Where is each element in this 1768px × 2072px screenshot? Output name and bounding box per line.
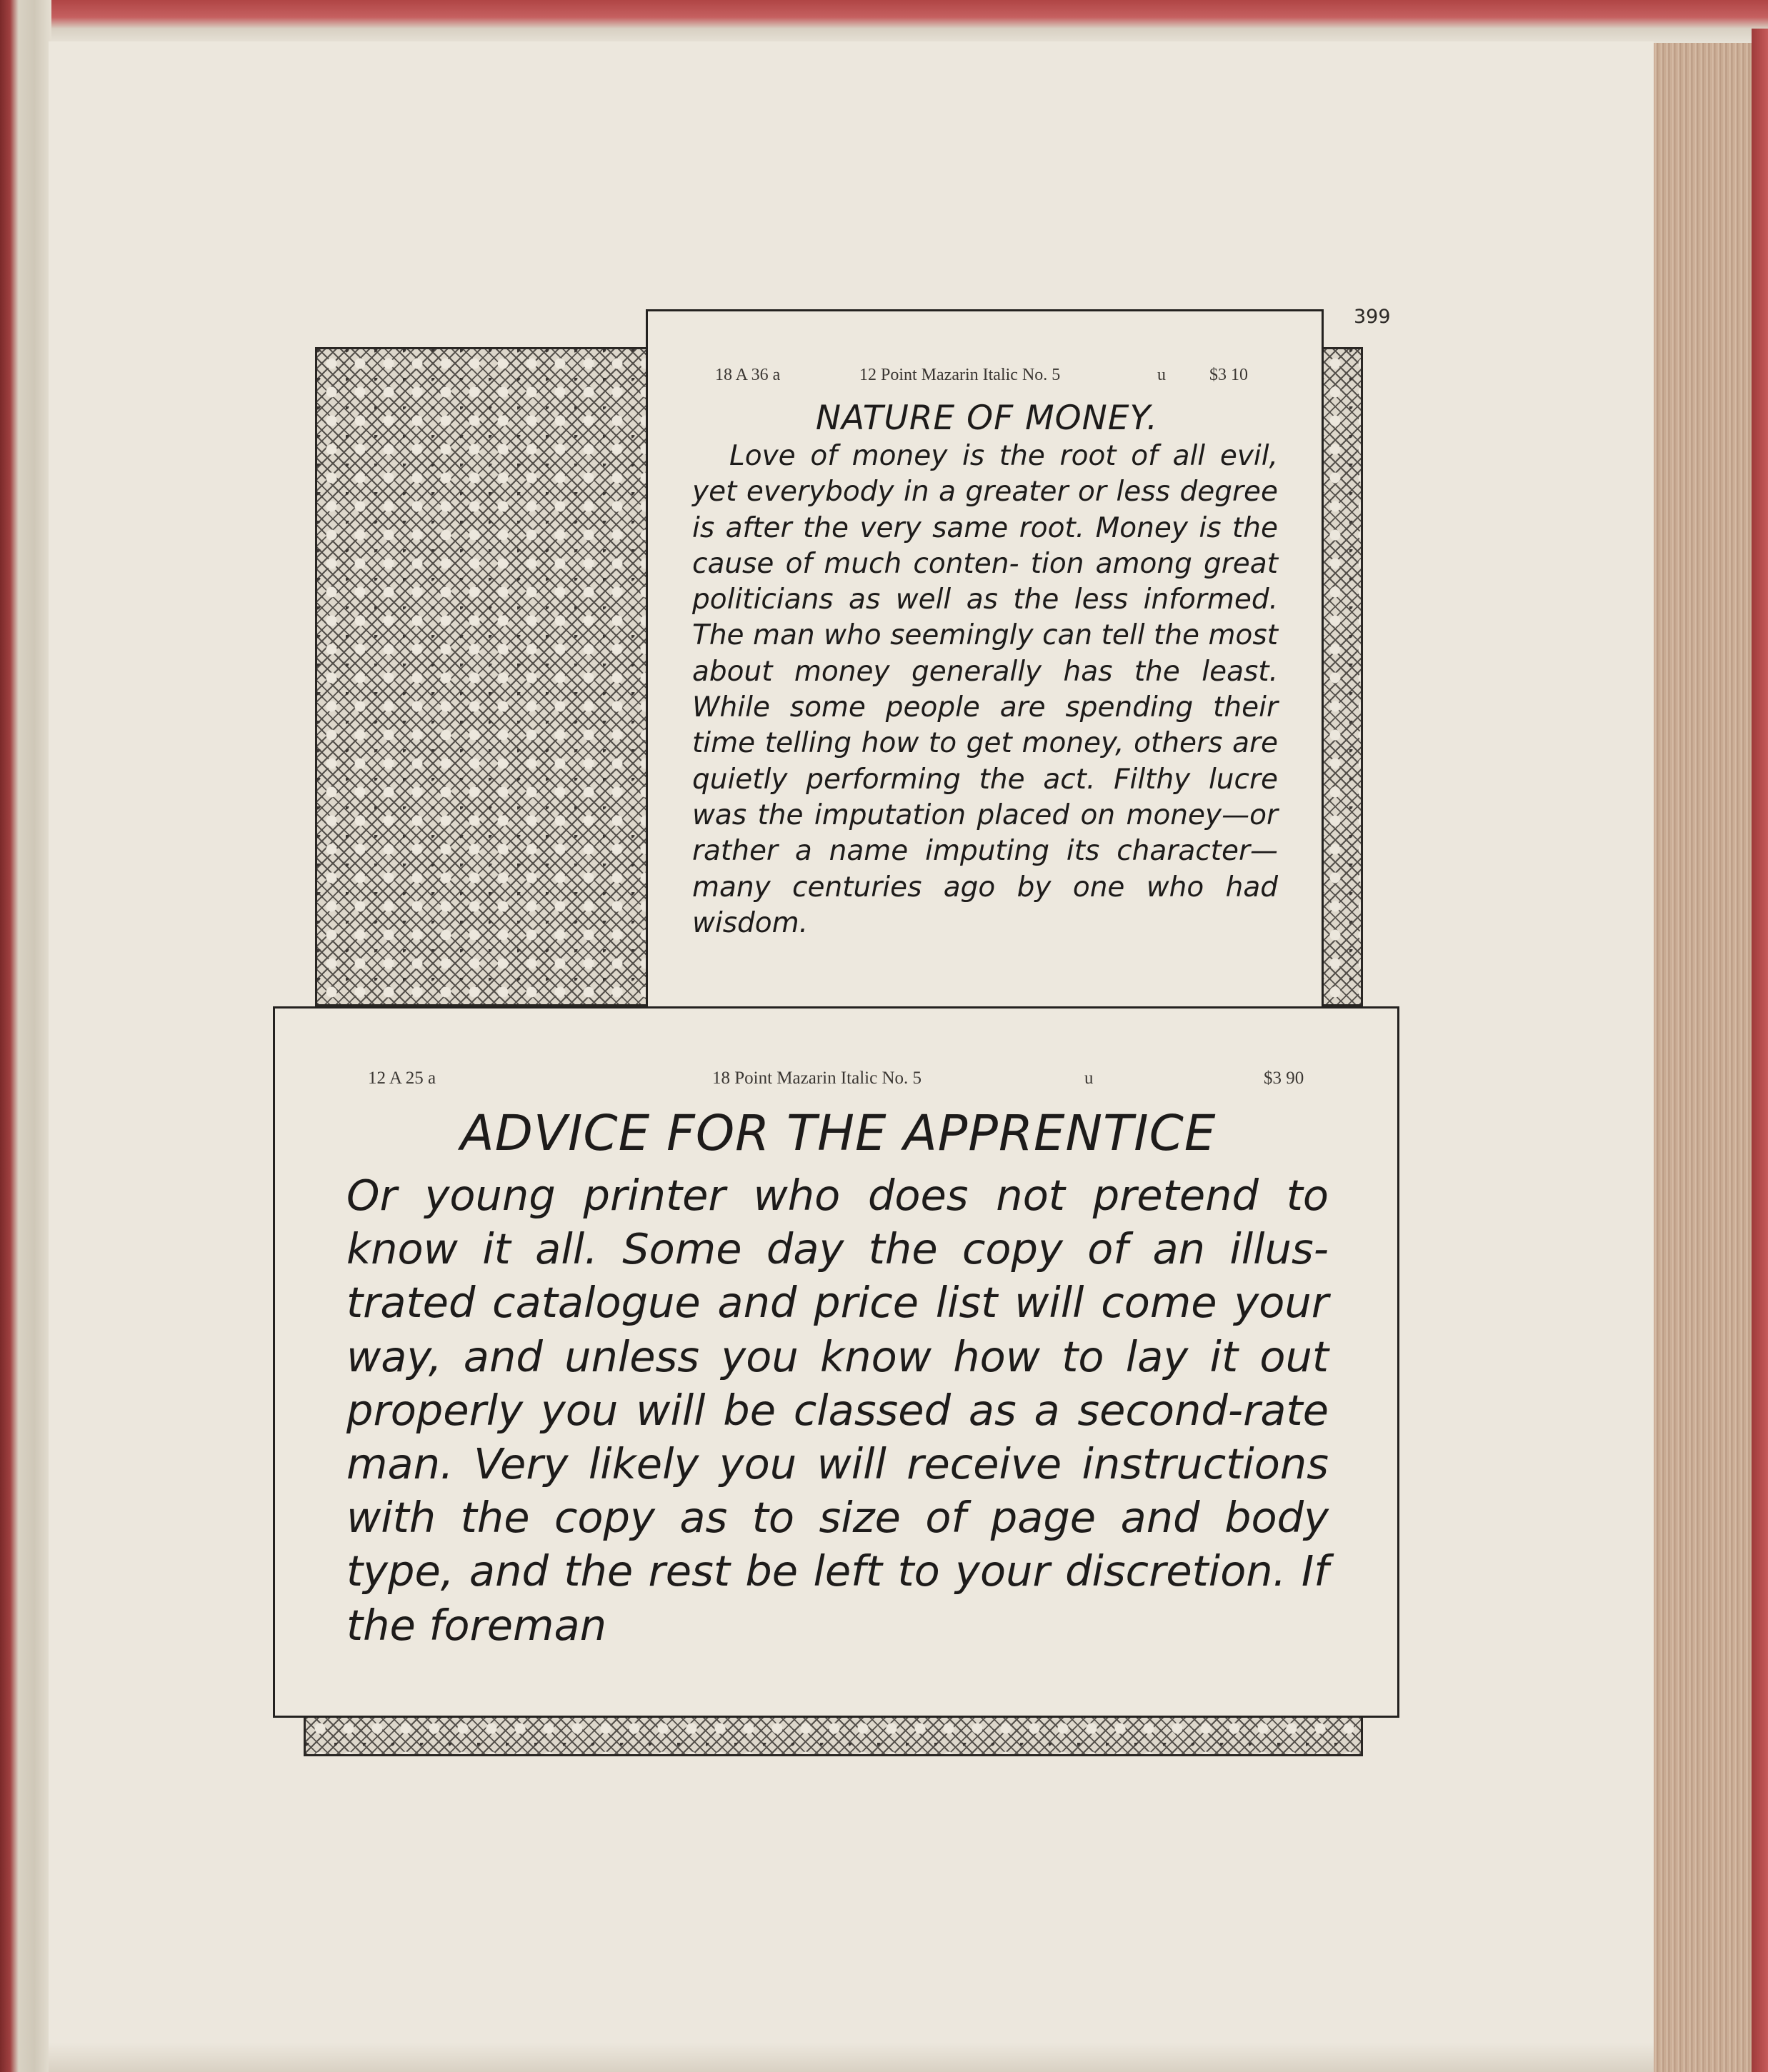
specimen-body: Love of money is the root of all evil, yet everybody in a greater or less degree is after the very same root. Money is the cause of much conten- tion among great politicians as well as the less informed. The man who seemingly can tell the most about money generally has the least. While some people are spending their time telling how to get money, others are quietly performing the act. Filthy lucre was the imputation placed on money—or rather a name imputing its character—many centuries ago by one who had wisdom. xyxy=(692,440,1278,939)
specimen-title: ADVICE FOR THE APPRENTICE xyxy=(460,1105,1217,1162)
specimen-box-large xyxy=(273,1006,1399,1718)
specimen-box-small xyxy=(646,309,1324,1035)
spec-price: $3 90 xyxy=(1264,1068,1304,1088)
specimen-body: Or young printer who does not pretend to know it all. Some day the copy of an illus- trated catalogue and price list will come your way, and unless you know how to lay it out properly you will be classed as a second-rate man. Very likely you will receive instructions with the copy as to size of page and body type, and the rest be left to your discretion. If the foreman xyxy=(346,1171,1329,1650)
spec-mark: u xyxy=(1084,1068,1094,1088)
book-cover-edge xyxy=(1752,29,1768,2072)
spec-quantity: 18 A 36 a xyxy=(715,366,781,384)
specimen-title: NATURE OF MONEY. xyxy=(815,399,1159,438)
page-bottom-shadow xyxy=(49,2043,1654,2072)
spec-price: $3 10 xyxy=(1209,366,1248,384)
page-number: 399 xyxy=(1354,306,1391,328)
spec-type-name: 12 Point Mazarin Italic No. 5 xyxy=(859,366,1061,384)
spec-mark: u xyxy=(1157,366,1166,384)
page-edges xyxy=(1654,43,1768,2072)
ornamental-border-right xyxy=(1319,347,1363,1006)
spec-quantity: 12 A 25 a xyxy=(368,1068,436,1088)
book-binding xyxy=(0,0,51,2072)
ornamental-border-bottom xyxy=(304,1712,1363,1756)
book-top-edge xyxy=(0,0,1768,47)
spec-type-name: 18 Point Mazarin Italic No. 5 xyxy=(712,1068,922,1088)
ornamental-border-left xyxy=(315,347,651,1006)
